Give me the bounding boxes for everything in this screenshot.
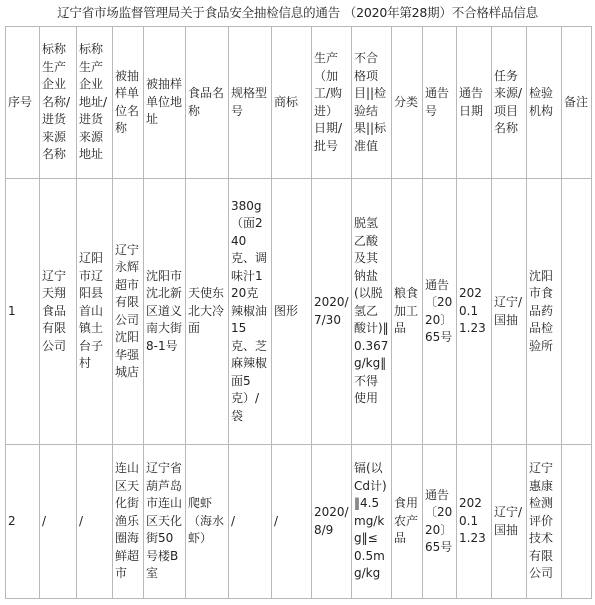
table-cell: 380g（面240克、调味汁120克辣椒油15克、芝麻辣椒面5克）/袋 xyxy=(229,179,272,445)
table-row xyxy=(6,445,592,599)
header-cell: 任务来源/项目名称 xyxy=(492,27,527,179)
table-cell: 连山区天化街渔乐圈海鲜超市 xyxy=(113,445,144,599)
header-cell: 标称生产企业名称/进货来源名称 xyxy=(40,27,77,179)
table-cell: 粮食加工品 xyxy=(392,179,423,445)
table-cell: 辽宁省葫芦岛市连山区天化街50号楼B室 xyxy=(144,445,186,599)
table-cell: / xyxy=(272,445,312,599)
header-cell: 被抽样单位名称 xyxy=(113,27,144,179)
table-cell: / xyxy=(229,445,272,599)
header-cell: 生产（加工/购进）日期/批号 xyxy=(312,27,352,179)
table-cell: 通告〔2020〕65号 xyxy=(423,179,457,445)
table-cell: 辽宁天翔食品有限公司 xyxy=(40,179,77,445)
table-cell: 镉(以Cd计)‖4.5mg/kg‖≤0.5mg/kg xyxy=(352,445,392,599)
table-cell: / xyxy=(40,445,77,599)
table-cell: 2020/8/9 xyxy=(312,445,352,599)
table-cell: 1 xyxy=(6,179,40,445)
header-cell: 通告日期 xyxy=(457,27,492,179)
table-cell: 沈阳市食品药品检验所 xyxy=(527,179,562,445)
header-cell: 商标 xyxy=(272,27,312,179)
header-cell: 检验机构 xyxy=(527,27,562,179)
table-cell: 辽宁/国抽 xyxy=(492,445,527,599)
header-cell: 食品名称 xyxy=(186,27,229,179)
table-cell: 辽宁/国抽 xyxy=(492,179,527,445)
header-cell: 序号 xyxy=(6,27,40,179)
table-cell: 辽宁永辉超市有限公司沈阳华强城店 xyxy=(113,179,144,445)
header-cell: 被抽样单位地址 xyxy=(144,27,186,179)
table-cell: 2020.1 1.23 xyxy=(457,445,492,599)
table-row xyxy=(6,179,592,445)
table-cell xyxy=(562,179,592,445)
header-cell: 标称生产企业地址/进货来源地址 xyxy=(77,27,113,179)
table-cell: 天使东北大冷面 xyxy=(186,179,229,445)
header-cell: 通告号 xyxy=(423,27,457,179)
table-cell: 图形 xyxy=(272,179,312,445)
table-cell: / xyxy=(77,445,113,599)
header-cell: 分类 xyxy=(392,27,423,179)
table-cell: 辽阳市辽阳县首山镇土台子村 xyxy=(77,179,113,445)
table-cell: 2020.1 1.23 xyxy=(457,179,492,445)
table-cell: 2020/7/30 xyxy=(312,179,352,445)
table-cell: 沈阳市沈北新区道义南大街8-1号 xyxy=(144,179,186,445)
table-cell xyxy=(562,445,592,599)
header-cell: 备注 xyxy=(562,27,592,179)
sample-table xyxy=(5,26,592,599)
header-cell: 规格型号 xyxy=(229,27,272,179)
table-cell: 通告〔2020〕65号 xyxy=(423,445,457,599)
table-cell: 2 xyxy=(6,445,40,599)
document-title: 辽宁省市场监督管理局关于食品安全抽检信息的通告 （2020年第28期）不合格样品信息 xyxy=(57,5,538,20)
table-cell: 辽宁惠康检测评价技术有限公司 xyxy=(527,445,562,599)
table-cell: 爬虾（海水虾） xyxy=(186,445,229,599)
header-row xyxy=(6,27,592,179)
table-cell: 脱氢乙酸及其钠盐(以脱氢乙酸计)‖0.367g/kg‖不得使用 xyxy=(352,179,392,445)
header-cell: 不合格项目||检验结果||标准值 xyxy=(352,27,392,179)
table-cell: 食用农产品 xyxy=(392,445,423,599)
